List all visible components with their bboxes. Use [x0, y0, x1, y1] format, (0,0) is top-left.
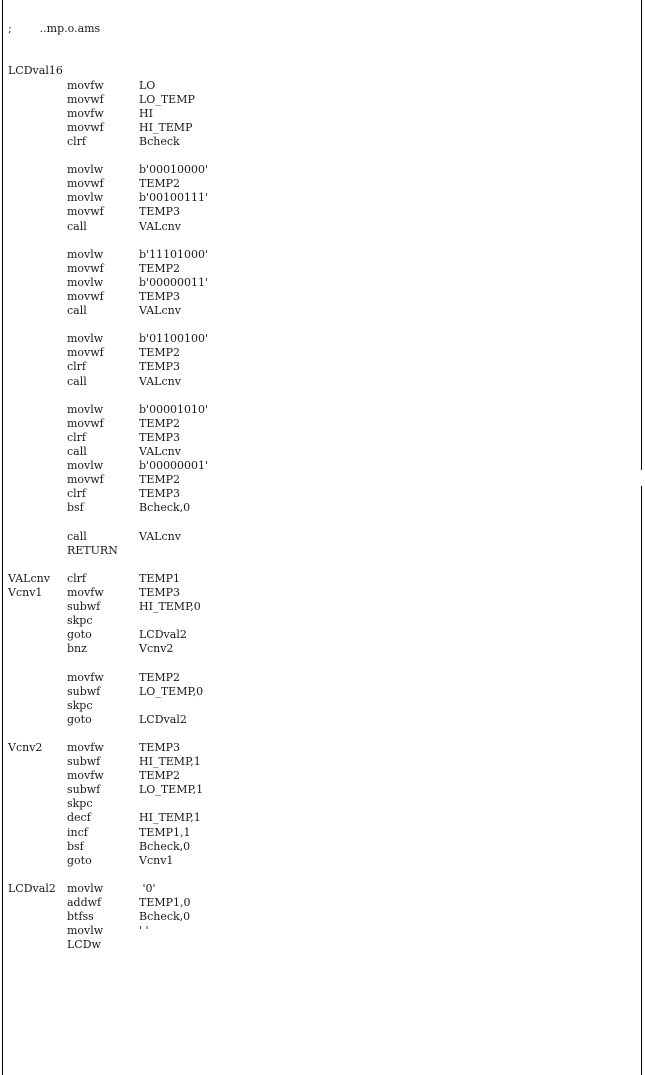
code-opcode: RETURN	[67, 543, 118, 557]
code-operand: HI_TEMP,1	[139, 811, 201, 825]
code-operand: Vcnv1	[139, 853, 174, 867]
code-operand: LO_TEMP	[139, 92, 195, 106]
code-opcode: movfw	[67, 585, 104, 599]
code-line	[8, 304, 181, 318]
code-line	[8, 360, 181, 374]
code-line	[8, 881, 156, 896]
code-operand: VALcnv	[139, 374, 181, 388]
code-line	[8, 558, 29, 572]
code-opcode: movlw	[67, 275, 104, 289]
code-line	[8, 783, 204, 797]
code-operand: TEMP2	[139, 416, 181, 430]
code-line	[8, 275, 209, 290]
code-opcode: movlw	[67, 924, 104, 938]
code-operand: TEMP2	[139, 177, 181, 191]
code-operand: TEMP3	[139, 585, 181, 599]
code-operand: TEMP2	[139, 473, 181, 487]
code-line	[8, 585, 181, 600]
code-line	[8, 740, 181, 755]
code-opcode: bnz	[67, 642, 87, 656]
code-operand: Bcheck,0	[139, 910, 191, 924]
code-line	[8, 571, 181, 586]
code-line	[8, 134, 180, 149]
code-line	[8, 811, 201, 825]
code-line	[8, 501, 191, 515]
code-opcode: movfw	[67, 78, 104, 92]
code-line	[8, 445, 181, 459]
code-operand: TEMP2	[139, 670, 181, 684]
code-label: VALcnv	[8, 571, 50, 585]
code-line	[8, 839, 191, 854]
code-operand: LCDval2	[139, 712, 187, 726]
code-line	[8, 177, 181, 191]
code-opcode: bsf	[67, 501, 84, 515]
code-opcode: movwf	[67, 261, 104, 275]
code-operand: TEMP1,0	[139, 896, 191, 909]
code-line	[8, 797, 93, 811]
code-operand: HI_TEMP,0	[139, 600, 201, 614]
code-line	[8, 346, 181, 360]
code-opcode: clrf	[67, 360, 87, 374]
code-line	[8, 416, 181, 431]
code-opcode: call	[67, 529, 87, 543]
code-opcode: clrf	[67, 134, 87, 148]
assembly-listing	[8, 0, 209, 952]
code-opcode: call	[67, 219, 87, 233]
code-line	[8, 924, 149, 938]
code-operand: VALcnv	[139, 445, 181, 458]
code-opcode: movfw	[67, 670, 104, 684]
code-operand: VALcnv	[139, 219, 181, 233]
code-line	[8, 600, 201, 614]
code-opcode: movwf	[67, 346, 104, 360]
code-line	[8, 769, 181, 783]
code-operand: Bcheck	[139, 134, 180, 148]
code-operand: LCDval2	[139, 628, 187, 642]
code-line	[8, 205, 181, 219]
code-opcode: subwf	[67, 600, 101, 614]
code-line	[8, 261, 181, 276]
top-fragment-line	[8, 22, 101, 36]
code-opcode: movlw	[67, 402, 104, 416]
code-line	[8, 515, 29, 529]
code-operand: b'00001010'	[139, 402, 209, 416]
code-label: Vcnv2	[8, 740, 43, 754]
code-line	[8, 642, 174, 656]
code-opcode: bsf	[67, 839, 84, 853]
code-line	[8, 712, 187, 727]
code-opcode: movlw	[67, 881, 104, 895]
code-operand: LO	[139, 78, 156, 92]
code-line	[8, 698, 93, 713]
code-opcode: movwf	[67, 416, 104, 430]
border-gap	[640, 470, 642, 486]
code-opcode: subwf	[67, 684, 101, 698]
code-operand: TEMP1,1	[139, 825, 191, 839]
code-line	[8, 332, 209, 346]
code-operand: TEMP3	[139, 360, 181, 374]
code-operand: TEMP3	[139, 205, 181, 219]
code-opcode: goto	[67, 628, 92, 642]
code-line	[8, 896, 191, 910]
code-opcode: subwf	[67, 755, 101, 769]
code-line	[8, 755, 201, 769]
code-line	[8, 628, 187, 642]
code-opcode: movlw	[67, 247, 104, 261]
code-line	[8, 149, 29, 163]
code-line	[8, 289, 181, 304]
code-opcode: movwf	[67, 120, 104, 134]
code-opcode: movlw	[67, 459, 104, 473]
code-operand: HI_TEMP	[139, 120, 193, 134]
code-operand: Bcheck,0	[139, 839, 191, 853]
code-operand: b'00010000'	[139, 163, 209, 177]
code-label: Vcnv1	[8, 585, 43, 599]
code-opcode: clrf	[67, 487, 87, 501]
code-line	[8, 868, 29, 882]
code-line	[8, 656, 29, 670]
code-opcode: btfss	[67, 910, 94, 924]
code-opcode: call	[67, 304, 87, 318]
code-label: LCDval16	[8, 64, 63, 78]
code-operand: Bcheck,0	[139, 501, 191, 515]
code-line	[8, 473, 181, 487]
code-opcode: skpc	[67, 698, 93, 712]
code-line	[8, 614, 93, 628]
code-opcode: subwf	[67, 783, 101, 797]
code-operand: b'00100111'	[139, 191, 209, 205]
code-opcode: movlw	[67, 163, 104, 177]
code-line	[8, 430, 181, 445]
code-line	[8, 374, 181, 389]
code-line	[8, 825, 191, 840]
code-operand: TEMP2	[139, 346, 181, 360]
code-line	[8, 120, 193, 135]
code-line	[8, 318, 29, 332]
code-opcode: decf	[67, 811, 91, 825]
code-operand: b'01100100'	[139, 332, 209, 346]
code-operand: HI	[139, 106, 153, 120]
code-line	[8, 727, 29, 741]
code-label: LCDval2	[8, 881, 56, 895]
code-operand: TEMP3	[139, 487, 181, 501]
code-opcode: skpc	[67, 614, 93, 628]
code-line	[8, 670, 181, 685]
code-opcode: LCDw	[67, 938, 101, 952]
code-operand: LO_TEMP,0	[139, 684, 204, 698]
code-line	[8, 389, 29, 403]
code-line	[8, 938, 101, 952]
code-opcode: movwf	[67, 473, 104, 487]
code-line	[8, 247, 209, 262]
code-line	[8, 163, 209, 177]
code-opcode: call	[67, 374, 87, 388]
code-line	[8, 78, 156, 93]
code-line	[8, 910, 191, 924]
code-line	[8, 402, 209, 417]
code-operand: '0'	[139, 881, 156, 895]
code-opcode: movwf	[67, 289, 104, 303]
code-opcode: movfw	[67, 106, 104, 120]
code-line	[8, 219, 181, 234]
code-line	[8, 106, 153, 121]
code-line	[8, 459, 209, 473]
page-border	[2, 0, 642, 1075]
code-line	[8, 487, 181, 501]
code-opcode: movfw	[67, 769, 104, 783]
code-opcode: clrf	[67, 571, 87, 585]
code-line	[8, 684, 204, 699]
top-fragment: ; ..mp.o.ams	[8, 22, 101, 36]
code-opcode: goto	[67, 853, 92, 867]
code-opcode: skpc	[67, 797, 93, 811]
code-line	[8, 191, 209, 205]
code-operand: b'00000001'	[139, 459, 209, 473]
code-line	[8, 529, 181, 544]
code-opcode: movlw	[67, 191, 104, 205]
code-operand: ' '	[139, 924, 149, 938]
code-line	[8, 234, 29, 248]
code-operand: b'00000011'	[139, 275, 209, 289]
code-operand: LO_TEMP,1	[139, 783, 204, 797]
code-opcode: clrf	[67, 430, 87, 444]
code-opcode: incf	[67, 825, 88, 839]
code-operand: TEMP3	[139, 740, 181, 754]
code-line	[8, 853, 174, 868]
code-line	[8, 92, 195, 107]
code-line	[8, 543, 118, 558]
code-opcode: movwf	[67, 205, 104, 219]
code-opcode: movlw	[67, 332, 104, 346]
code-operand: TEMP3	[139, 430, 181, 444]
code-operand: Vcnv2	[139, 642, 174, 656]
code-line	[8, 64, 63, 78]
code-opcode: goto	[67, 712, 92, 726]
code-operand: TEMP1	[139, 571, 181, 585]
code-operand: b'11101000'	[139, 247, 209, 261]
code-operand: TEMP3	[139, 289, 181, 303]
code-opcode: movfw	[67, 740, 104, 754]
code-opcode: movwf	[67, 177, 104, 191]
code-opcode: call	[67, 445, 87, 458]
code-opcode: addwf	[67, 896, 102, 909]
code-operand: HI_TEMP,1	[139, 755, 201, 769]
code-operand: TEMP2	[139, 769, 181, 783]
code-operand: VALcnv	[139, 529, 181, 543]
code-opcode: movwf	[67, 92, 104, 106]
code-operand: VALcnv	[139, 304, 181, 318]
code-operand: TEMP2	[139, 261, 181, 275]
